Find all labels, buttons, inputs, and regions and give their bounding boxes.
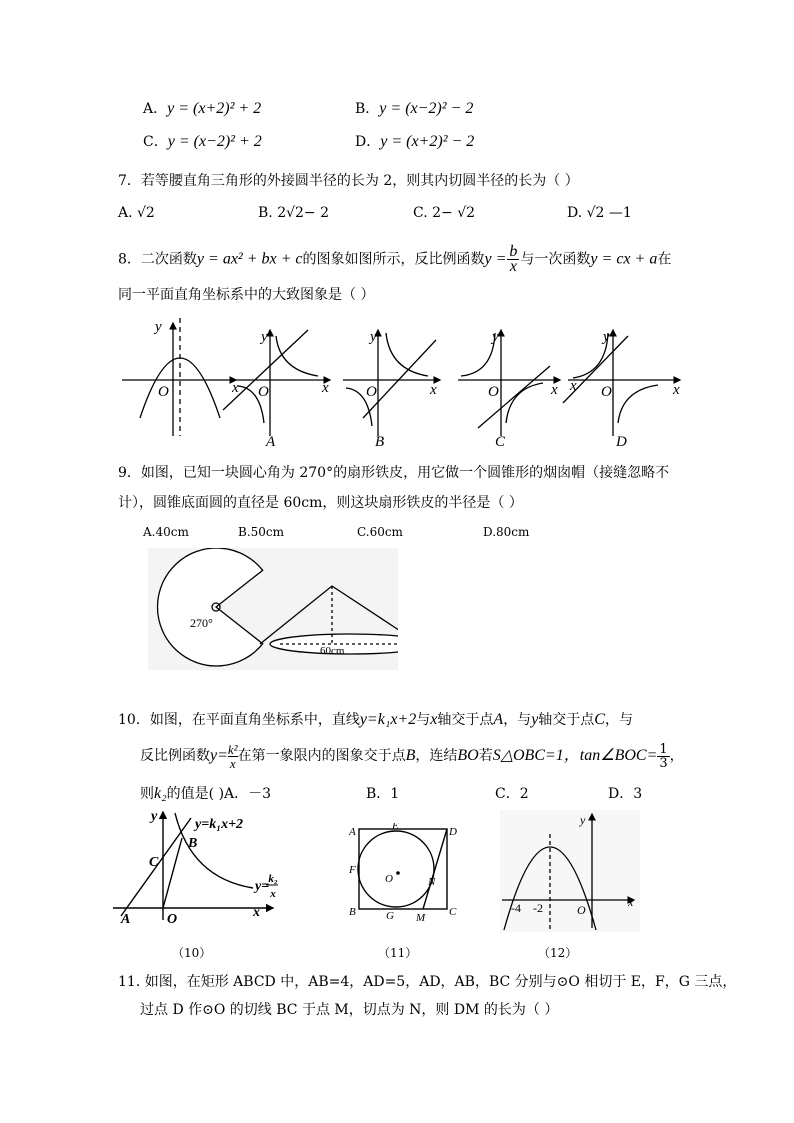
q8-label-o-a: O — [258, 384, 269, 400]
q8-caption-d: D — [616, 434, 627, 450]
q8-caption-a: A — [266, 434, 276, 450]
q8-given-parabola — [122, 318, 236, 436]
figure-10-label-curve: y= — [255, 879, 270, 894]
figure-10-label-y: y — [151, 809, 158, 824]
q10-option-b: B．1 — [366, 786, 400, 802]
q8-label-y-a: y — [261, 329, 268, 345]
figure-10-label-curve-den: x — [270, 888, 276, 900]
q6-option-c: C．y = (x−2)² + 2 — [143, 133, 262, 150]
figure-11-label-b: B — [349, 906, 356, 918]
q9-option-b: B.50cm — [238, 525, 285, 539]
q8-stem-line1: 8．二次函数y = ax² + bx + c的图象如图所示，反比例函数y = $\frac{b}{x}$ 与一次函数y = cx + a在 — [118, 243, 672, 275]
q11-line1: 11. 如图，在矩形 ABCD 中，AB=4，AD=5，AD，AB，BC 分别与⊙O 相切于 E，F，G 三点， — [118, 974, 737, 990]
figure-10-label-line: y=k₁x+2 — [195, 817, 244, 832]
q8-label-y-b: y — [370, 329, 377, 345]
figure-11-label-g: G — [386, 910, 394, 922]
q8-label-o: O — [158, 384, 169, 400]
q8-label-x-d: x — [570, 378, 577, 394]
figure-10-caption: （10） — [172, 946, 212, 960]
q6-equation-b: y = (x−2)² − 2 — [379, 100, 474, 117]
q9-option-c: C.60cm — [357, 525, 403, 539]
q8-label-x-a2: x — [322, 380, 329, 396]
q8-option-b-graph — [343, 330, 440, 436]
q8-label-y-d: y — [603, 329, 610, 345]
q8-label-y: y — [155, 319, 162, 335]
figure-11-label-a: A — [349, 826, 356, 838]
q6-equation-a: y = (x+2)² + 2 — [167, 100, 262, 117]
figure-12-label-minus2: -2 — [533, 901, 543, 915]
q7-option-c: C. 2− √2 — [413, 205, 476, 221]
figure-11-label-o: O — [385, 873, 393, 885]
q10-line1: 10．如图，在平面直角坐标系中，直线y=k₁x+2与x轴交于点A，与y轴交于点C，与 — [118, 711, 633, 728]
q6-equation-c: y = (x−2)² + 2 — [167, 133, 262, 150]
figure-11-label-c: C — [449, 906, 457, 918]
q9-stem-line1: 9．如图，已知一块圆心角为 270°的扇形铁皮，用它做一个圆锥形的烟囱帽（接缝忽略不 — [118, 465, 670, 481]
q8-option-d-graph — [563, 330, 680, 436]
figure-11-tangent-dm — [423, 829, 447, 909]
q10-line2: 反比例函数y= $\frac{\text{k²}}{x}$ 在第一象限内的图象交于点B，连结BO若S△OBC=1，tan∠BOC= $\frac{1}{3}$ ， — [140, 741, 684, 771]
q8-label-x-c: x — [551, 382, 558, 398]
figure-12-label-x: x — [628, 895, 634, 909]
figure-11-center-dot — [396, 871, 400, 875]
q8-label-x-b: x — [430, 382, 437, 398]
q6-option-a: A．y = (x+2)² + 2 — [143, 100, 262, 117]
q9-stem-line2: 计），圆锥底面圆的直径是 60cm，则这块扇形铁皮的半径是（ ） — [118, 495, 523, 511]
q8-caption-c: C — [495, 434, 506, 450]
q8-option-a-graph — [223, 330, 330, 436]
figure-12-label-y: y — [580, 813, 586, 827]
q9-figure — [148, 548, 398, 670]
figure-10-segment-bo — [163, 838, 182, 908]
q9-option-a: A.40cm — [143, 525, 189, 539]
q7-option-d: D. √2 —1 — [567, 205, 632, 221]
q6-equation-d: y = (x+2)² − 2 — [380, 133, 475, 150]
figure-10-label-b: B — [188, 836, 198, 851]
q8-label-y-c: y — [492, 329, 499, 345]
q8-label-o-d: O — [601, 384, 612, 400]
q7-option-b: B. 2√2− 2 — [258, 205, 330, 221]
figure-12-label-o: O — [577, 903, 586, 917]
figure-11-caption: （11） — [378, 946, 418, 960]
figure-12-caption: （12） — [538, 946, 578, 960]
figure-12 — [500, 810, 640, 932]
figure-12-label-minus4: -4 — [511, 901, 521, 915]
figure-10-label-x: x — [253, 905, 260, 920]
figure-11-circle — [358, 831, 434, 907]
q10-option-d: D．3 — [608, 786, 643, 802]
q9-diameter-label: 60cm — [320, 645, 345, 657]
q8-label-x-d2: x — [673, 382, 680, 398]
q8-label-o-c: O — [488, 384, 499, 400]
q8-label-x-a: x — [232, 380, 239, 396]
figure-10 — [113, 808, 278, 926]
figure-10-label-curve-num: k₂ — [268, 873, 278, 885]
q8-option-c-graph — [458, 330, 560, 436]
q8-caption-b: B — [375, 434, 385, 450]
figure-10-label-a: A — [121, 912, 131, 926]
figure-10-label-o: O — [167, 912, 178, 926]
q8-label-o-b: O — [366, 384, 377, 400]
figure-11-label-m: M — [416, 912, 426, 924]
q9-angle-label: 270° — [190, 616, 213, 630]
q6-option-d: D．y = (x+2)² − 2 — [355, 133, 475, 150]
q6-option-b: B．y = (x−2)² − 2 — [355, 100, 474, 117]
q10-option-c: C．2 — [495, 786, 529, 802]
q8-figures — [118, 318, 688, 453]
q7-stem: 7．若等腰直角三角形的外接圆半径的长为 2，则其内切圆半径的长为（ ） — [118, 173, 579, 189]
figure-11-label-e: E — [392, 823, 399, 832]
q7-option-a: A. √2 — [118, 205, 155, 221]
figure-11-label-f: F — [349, 864, 356, 876]
figure-11-label-n: N — [428, 876, 436, 888]
figure-11-label-d: D — [449, 826, 457, 838]
figure-11 — [345, 823, 460, 925]
q9-option-d: D.80cm — [483, 525, 530, 539]
figure-10-label-c: C — [149, 855, 159, 870]
q8-stem-line2: 同一平面直角坐标系中的大致图象是（ ） — [118, 287, 375, 303]
q11-line2: 过点 D 作⊙O 的切线 BC 于点 M，切点为 N，则 DM 的长为（ ） — [140, 1002, 559, 1018]
q10-line3: 则k₂的值是( )A．－3 — [140, 785, 272, 802]
